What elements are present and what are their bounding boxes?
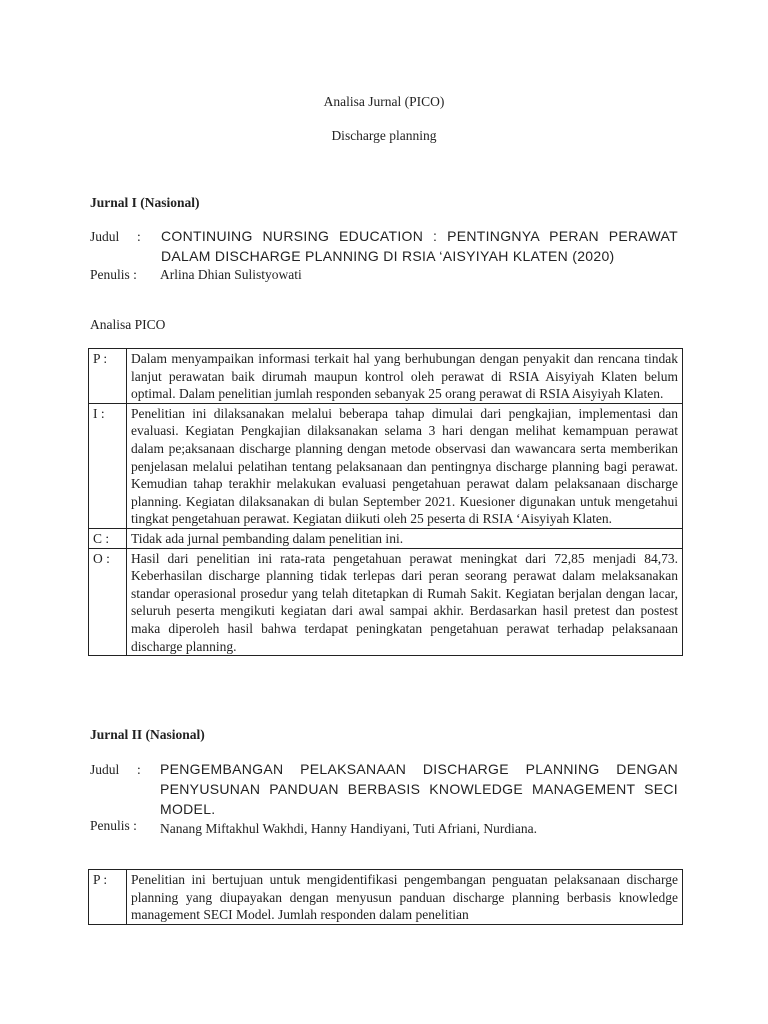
pico-row-i [89,403,683,528]
pico-table-journal-1 [88,348,683,656]
pico-key: I : [89,403,127,528]
pico-value: Penelitian ini bertujuan untuk mengidentifikasi pengembangan penguatan pelaksanaan discharge planning yang diupayakan dengan menyusun panduan discharge planning berbasis knowledge management SECI Model. Jumlah responden dalam penelitian [127,870,683,925]
page-title: Analisa Jurnal (PICO) [323,94,445,109]
page-subtitle: Discharge planning [331,128,437,143]
pico-row-c [89,528,683,548]
journal-2-heading: Jurnal II (Nasional) [90,727,205,742]
journal-1-judul-label: Judul [90,229,120,244]
pico-key: P : [89,870,127,925]
pico-table-journal-2 [88,869,683,925]
journal-2-penulis-text: Nanang Miftakhul Wakhdi, Hanny Handiyani, Tuti Afriani, Nurdiana. [160,821,537,836]
journal-2-penulis-label: Penulis : [90,818,137,833]
journal-1-penulis-label: Penulis : [90,267,137,282]
journal-2-judul-text: PENGEMBANGAN PELAKSANAAN DISCHARGE PLANNING DENGAN PENYUSUNAN PANDUAN BERBASIS KNOWLEDGE MANAGEMENT SECI MODEL. [160,761,678,817]
journal-1-penulis-text: Arlina Dhian Sulistyowati [160,267,302,282]
journal-1-heading: Jurnal I (Nasional) [90,195,200,210]
pico-row-o [89,548,683,656]
journal-1-judul-text: CONTINUING NURSING EDUCATION : PENTINGNYA PERAN PERAWAT DALAM DISCHARGE PLANNING DI RSIA ‘AISYIYAH KLATEN (2020) [161,228,678,264]
pico-key: P : [89,349,127,404]
pico-row-p [89,870,683,925]
pico-key: C : [89,528,127,548]
pico-row-p [89,349,683,404]
pico-value: Penelitian ini dilaksanakan melalui beberapa tahap dimulai dari pengkajian, implementasi dan evaluasi. Kegiatan Pengkajian dilaksanakan selama 3 hari dengan melihat kemampuan perawat dalam pe;aksanaan discharge planning dengan metode observasi dan wawancara serta memberikan penjelasan melalui pelatihan tentang pelaksanaan dan pentingnya discharge planning bagi perawat. Kemudian tahap terakhir melakukan evaluasi pengetahuan perawat dalam pelaksanaan discharge planning. Kegiatan dilaksanakan di bulan September 2021. Kuesioner digunakan untuk mengetahui tingkat pengetahuan perawat. Kegiatan diikuti oleh 25 peserta di RSIA ‘Aisyiyah Klaten. [127,403,683,528]
pico-value: Dalam menyampaikan informasi terkait hal yang berhubungan dengan penyakit dan rencana tindak lanjut perawatan baik dirumah maupun kontrol oleh perawat di RSIA Aisyiyah Klaten belum optimal. Dalam penelitian jumlah responden sebanyak 25 orang perawat di RSIA Aisyiyah Klaten. [127,349,683,404]
analisa-pico-label: Analisa PICO [90,317,166,332]
pico-value: Hasil dari penelitian ini rata-rata pengetahuan perawat meningkat dari 72,85 menjadi 84,73. Keberhasilan discharge planning tidak terlepas dari peran seorang perawat dalam melaksanakan standar operasional prosedur yang telah ditetapkan di Rumah Sakit. Kegiatan berjalan dengan lacar, seluruh peserta mengikuti kegiatan dari awal sampai akhir. Berdasarkan hasil pretest dan postest maka diperoleh hasil bahwa terdapat peningkatan pengetahuan perawat terhadap pelaksanaan discharge planning. [127,548,683,656]
journal-2-judul-colon: : [137,762,141,777]
journal-1-judul-colon: : [137,229,141,244]
journal-2-judul-label: Judul [90,762,120,777]
pico-value: Tidak ada jurnal pembanding dalam penelitian ini. [127,528,683,548]
pico-key: O : [89,548,127,656]
